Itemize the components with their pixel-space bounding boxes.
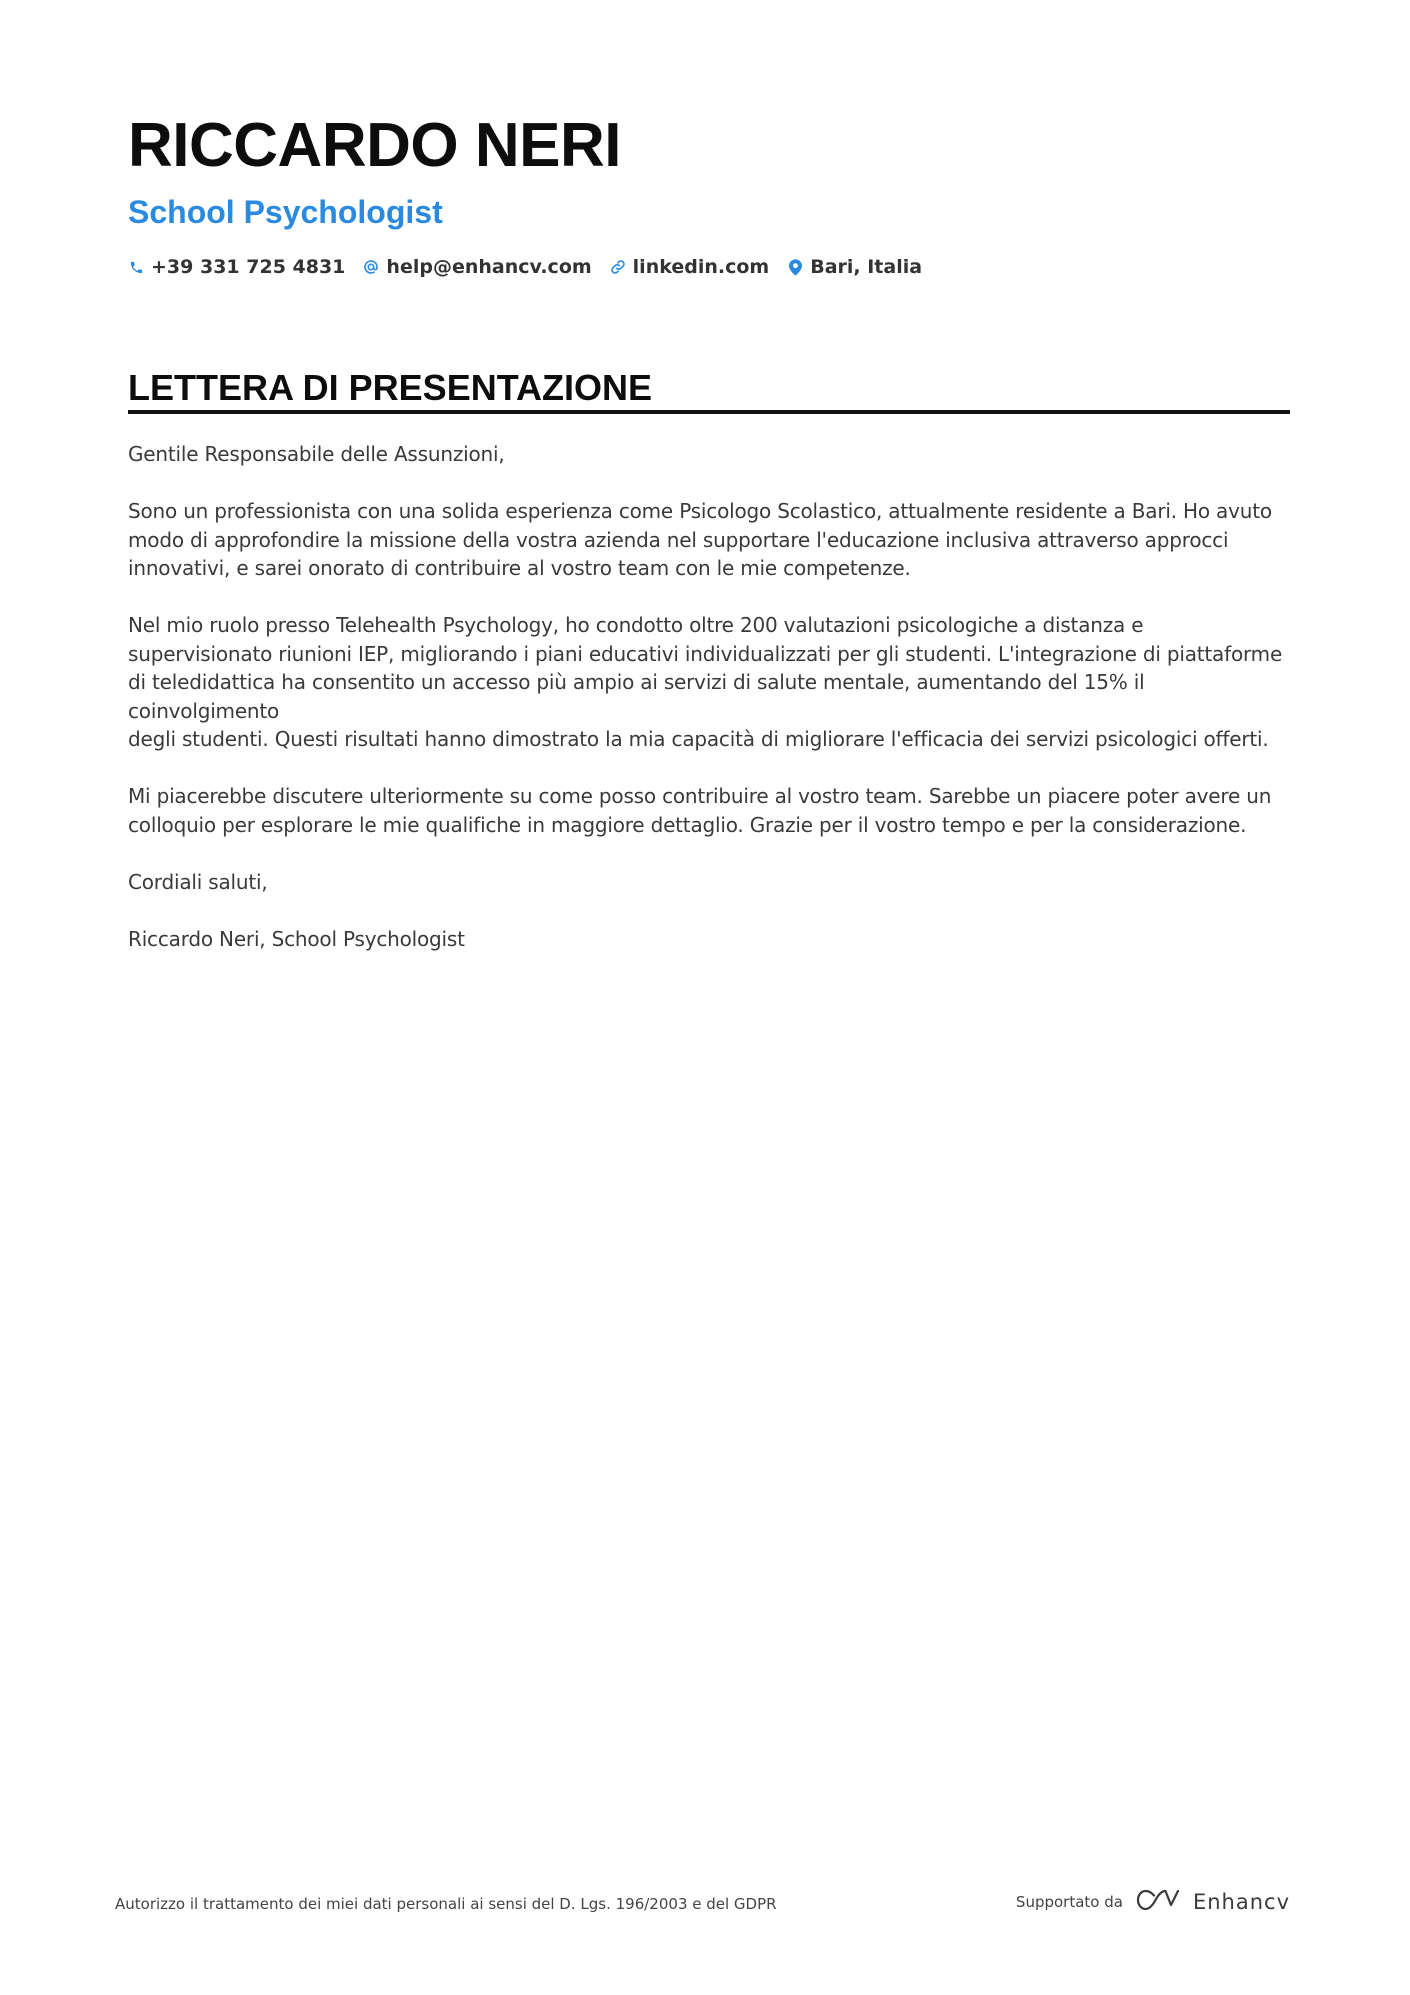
privacy-consent-note: Autorizzo il trattamento dei miei dati personali ai sensi del D. Lgs. 196/2003 e del GDPR [115, 1895, 777, 1913]
enhancv-logo-icon [1135, 1888, 1181, 1916]
at-icon [363, 258, 379, 276]
contact-phone[interactable] [128, 250, 345, 284]
location-pin-icon [787, 258, 803, 276]
brand-name: Enhancv [1192, 1890, 1290, 1914]
link-icon [610, 258, 626, 276]
applicant-name: RICCARDO NERI [128, 111, 621, 180]
contact-email[interactable] [363, 250, 591, 284]
supported-by-label: Supportato da [1015, 1893, 1123, 1911]
letter-greeting: Gentile Responsabile delle Assunzioni, [128, 442, 505, 466]
letter-paragraph: Sono un professionista con una solida esperienza come Psicologo Scolastico, attualmente residente a Bari. Ho avuto modo di approfondire la missione della vostra azienda nel supportare l'educazione inclusiva attraverso approcci innovativi, e sarei onorato di contribuire al vostro team con le mie competenze. [128, 499, 1272, 580]
section-divider [128, 410, 1290, 414]
contact-linkedin[interactable] [610, 250, 770, 284]
contact-location [787, 250, 922, 284]
section-title: LETTERA DI PRESENTAZIONE [128, 367, 653, 408]
applicant-job-title: School Psychologist [128, 194, 443, 230]
contact-email-label: help@enhancv.com [386, 256, 592, 278]
letter-body [128, 440, 1290, 982]
letter-signature: Riccardo Neri, School Psychologist [128, 926, 465, 951]
contact-location-label: Bari, Italia [810, 256, 923, 278]
letter-paragraph: Mi piacerebbe discutere ulteriormente su come posso contribuire al vostro team. Sarebbe un piacere poter avere un colloquio per esplorare le mie qualifiche in maggiore dettaglio. Grazie per il vostro tempo e per la considerazione. [128, 784, 1272, 837]
letter-paragraph: Nel mio ruolo presso Telehealth Psychology, ho condotto oltre 200 valutazioni psicologiche a distanza e supervisionato riunioni IEP, migliorando i piani educativi individualizzati per gli studenti. L'integrazione di piattaforme di teledidattica ha consentito un accesso più ampio ai servizi di salute mentale, aumentando del 15% il coinvolgimento degli studenti. Questi risultati hanno dimostrato la mia capacità di migliorare l'efficacia dei servizi psicologici offerti. [128, 613, 1283, 751]
contact-phone-label: +39 331 725 4831 [151, 256, 346, 278]
contact-bar [128, 250, 922, 284]
letter-closing: Cordiali saluti, [128, 869, 268, 894]
powered-by[interactable] [1016, 1888, 1290, 1916]
phone-icon [128, 258, 144, 276]
contact-linkedin-label: linkedin.com [632, 256, 770, 278]
